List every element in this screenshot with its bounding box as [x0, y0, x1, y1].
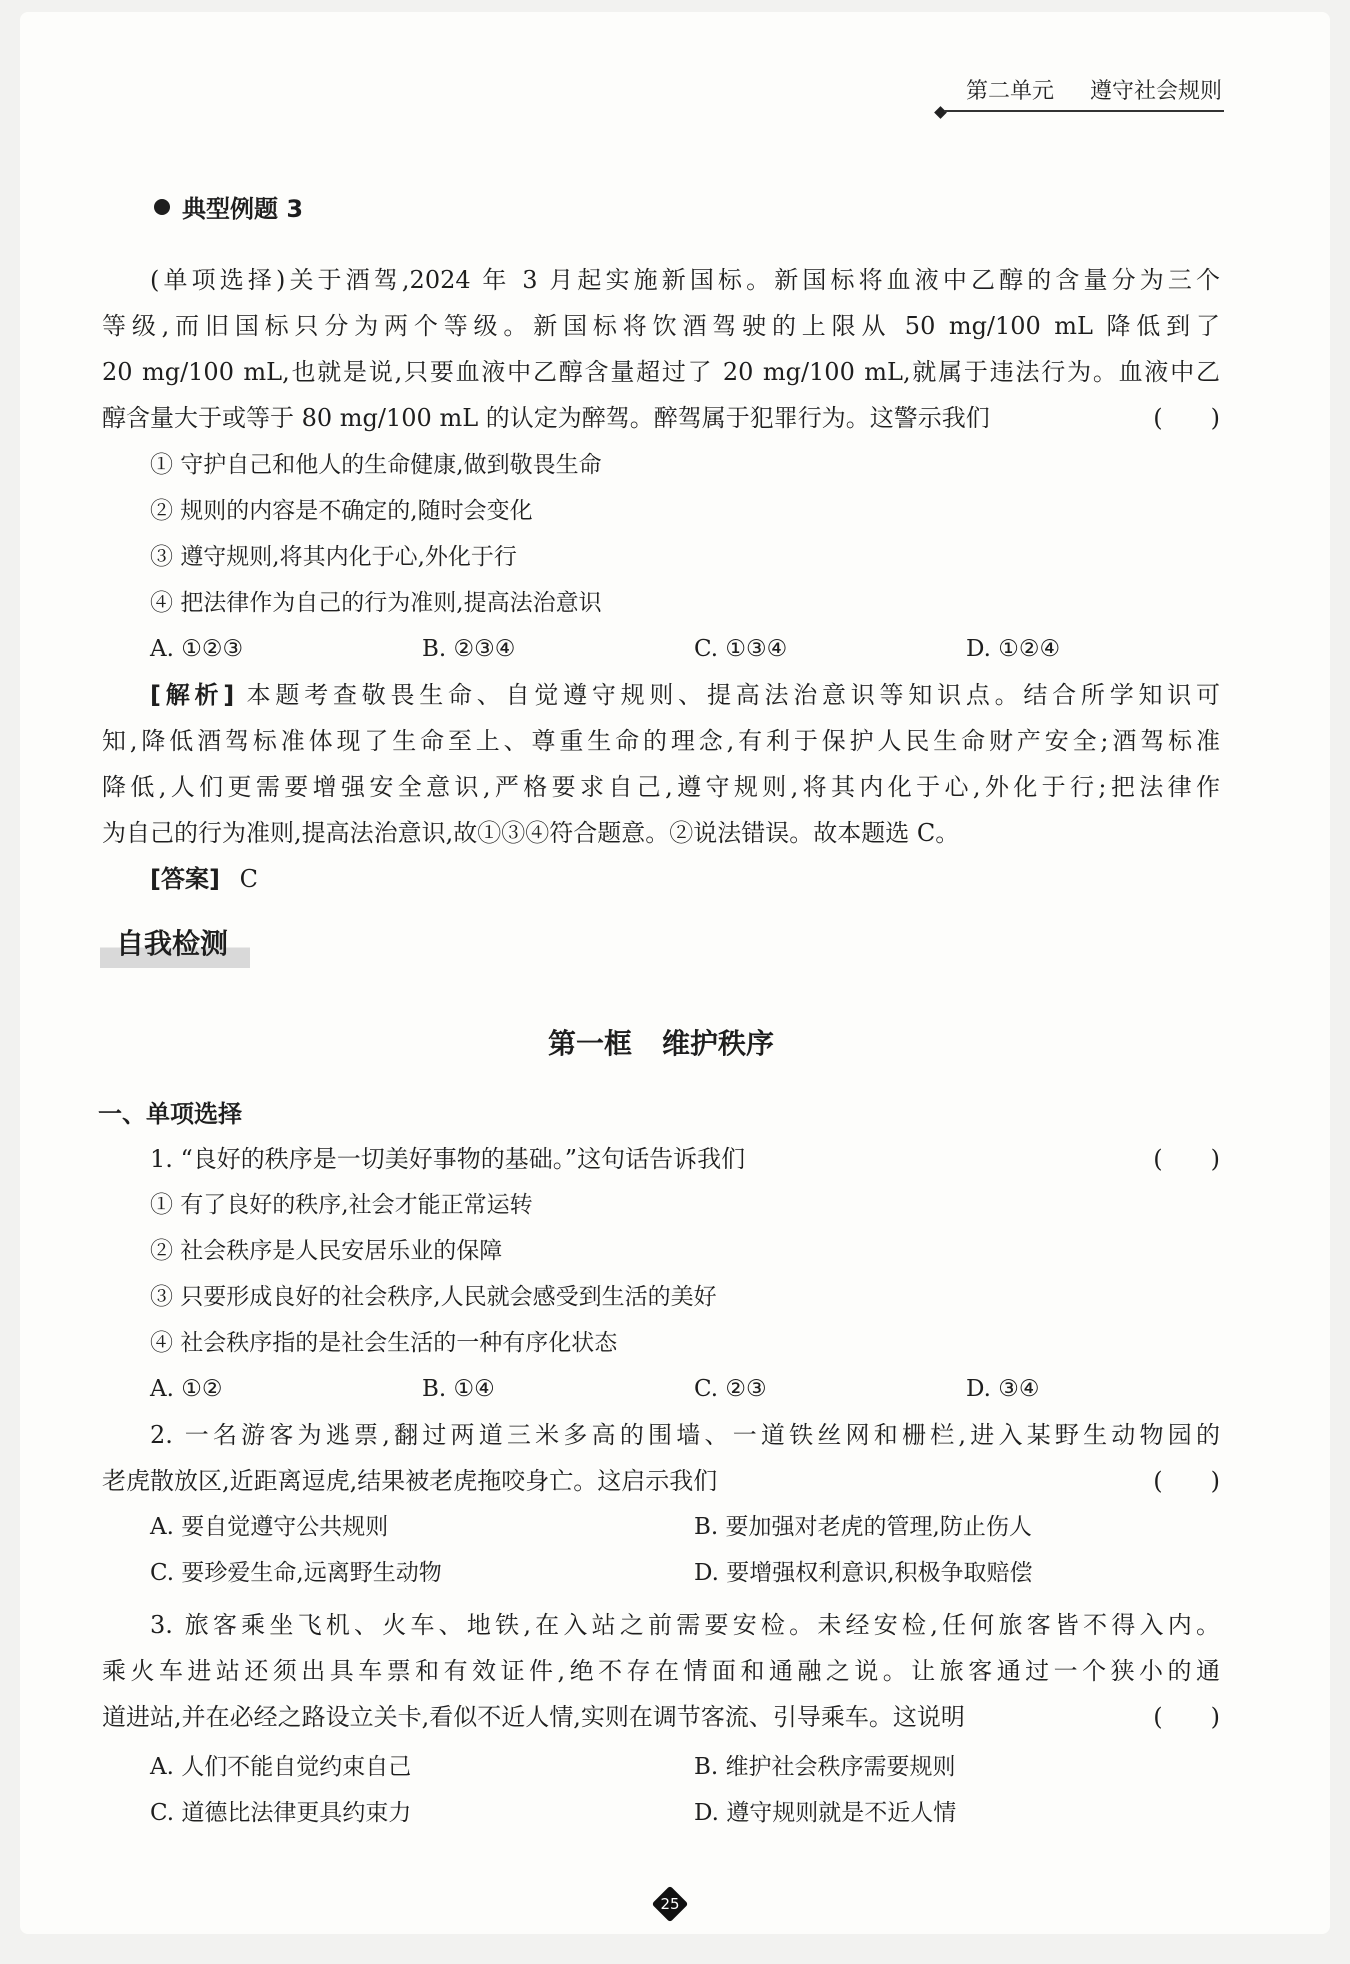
- example-statements: [150, 442, 602, 626]
- choice-d: D. ①②④: [966, 636, 1061, 662]
- answer-value: C: [239, 865, 258, 893]
- answer-bracket: ( ): [1153, 1145, 1220, 1173]
- choice-c: C. ①③④: [694, 636, 788, 662]
- self-check-heading: 自我检测: [100, 922, 250, 968]
- question-1-statements: [150, 1182, 717, 1366]
- statement: ③ 遵守规则,将其内化于心,外化于行: [150, 544, 517, 570]
- analysis-line: 本题考查敬畏生命、自觉遵守规则、提高法治意识等知识点。结合所学知识可: [246, 681, 1221, 709]
- bullet-dot-icon: [154, 199, 170, 215]
- question-stem: 2. 一名游客为逃票,翻过两道三米多高的围墙、一道铁丝网和栅栏,进入某野生动物园的: [150, 1421, 1220, 1449]
- question-1: [102, 1136, 1220, 1182]
- example-stem-line: (单项选择)关于酒驾,2024 年 3 月起实施新国标。新国标将血液中乙醇的含量分为三个: [150, 266, 1220, 294]
- choice-b: B. ②③④: [422, 636, 516, 662]
- choice-c: C. 道德比法律更具约束力: [150, 1800, 412, 1826]
- question-stem: 乘火车进站还须出具车票和有效证件,绝不存在情面和通融之说。让旅客通过一个狭小的通: [102, 1657, 1220, 1685]
- answer-tag: [答案]: [150, 865, 220, 893]
- analysis-line: 降低,人们更需要增强安全意识,严格要求自己,遵守规则,将其内化于心,外化于行;把法律作: [102, 773, 1220, 801]
- header-unit: 第二单元: [965, 79, 1054, 104]
- question-3-choices: [150, 1744, 1210, 1836]
- example-stem-line: 20 mg/100 mL,也就是说,只要血液中乙醇含量超过了 20 mg/100 mL,就属于违法行为。血液中乙: [102, 358, 1220, 386]
- answer-bracket: ( ): [1153, 404, 1220, 432]
- statement: ② 规则的内容是不确定的,随时会变化: [150, 498, 533, 524]
- choice-d: D. 要增强权利意识,积极争取赔偿: [694, 1560, 1033, 1586]
- question-2-choices: [150, 1504, 1210, 1596]
- question-stem: 道进站,并在必经之路设立关卡,看似不近人情,实则在调节客流、引导乘车。这说明: [102, 1703, 965, 1731]
- choice-c: C. 要珍爱生命,远离野生动物: [150, 1560, 442, 1586]
- choice-c: C. ②③: [694, 1376, 767, 1402]
- question-2: [102, 1412, 1220, 1504]
- statement: ① 守护自己和他人的生命健康,做到敬畏生命: [150, 452, 602, 478]
- choice-b: B. 维护社会秩序需要规则: [694, 1754, 956, 1780]
- answer-bracket: ( ): [1153, 1467, 1220, 1495]
- header-title: 遵守社会规则: [1089, 79, 1222, 104]
- choice-b: B. 要加强对老虎的管理,防止伤人: [694, 1514, 1032, 1540]
- example-choices: [150, 626, 1060, 672]
- statement: ① 有了良好的秩序,社会才能正常运转: [150, 1192, 533, 1218]
- analysis-tag: [解析]: [150, 681, 235, 709]
- example-stem-line: 等级,而旧国标只分为两个等级。新国标将饮酒驾驶的上限从 50 mg/100 mL 降低到了: [102, 312, 1220, 340]
- diamond-bullet-icon: [934, 106, 947, 119]
- answer-bracket: ( ): [1153, 1703, 1220, 1731]
- choice-b: B. ①④: [422, 1376, 495, 1402]
- choice-a: A. ①②: [150, 1376, 223, 1402]
- question-1-choices: [150, 1366, 1039, 1412]
- statement: ② 社会秩序是人民安居乐业的保障: [150, 1238, 503, 1264]
- statement: ③ 只要形成良好的社会秩序,人民就会感受到生活的美好: [150, 1284, 717, 1310]
- page: [20, 12, 1330, 1934]
- frame-title: 第一框 维护秩序: [547, 1027, 775, 1060]
- choice-d: D. 遵守规则就是不近人情: [694, 1800, 957, 1826]
- statement: ④ 把法律作为自己的行为准则,提高法治意识: [150, 590, 602, 616]
- choice-d: D. ③④: [966, 1376, 1040, 1402]
- running-header: [966, 74, 1222, 105]
- question-3: [102, 1602, 1220, 1740]
- example-stem: [102, 257, 1220, 441]
- choice-a: A. 要自觉遵守公共规则: [150, 1514, 389, 1540]
- question-stem: 3. 旅客乘坐飞机、火车、地铁,在入站之前需要安检。未经安检,任何旅客皆不得入内。: [150, 1611, 1220, 1639]
- page-number: 25: [660, 1895, 680, 1913]
- choice-a: A. ①②③: [150, 636, 244, 662]
- question-stem: 老虎散放区,近距离逗虎,结果被老虎拖咬身亡。这启示我们: [102, 1467, 718, 1495]
- example-analysis: [102, 672, 1220, 856]
- example-answer: [150, 856, 258, 902]
- choice-a: A. 人们不能自觉约束自己: [150, 1754, 412, 1780]
- statement: ④ 社会秩序指的是社会生活的一种有序化状态: [150, 1330, 618, 1356]
- example-title: 典型例题 3: [154, 189, 303, 224]
- analysis-line: 为自己的行为准则,提高法治意识,故①③④符合题意。②说法错误。故本题选 C。: [102, 819, 960, 847]
- analysis-line: 知,降低酒驾标准体现了生命至上、尊重生命的理念,有利于保护人民生命财产安全;酒驾标准: [102, 727, 1220, 755]
- example-stem-line: 醇含量大于或等于 80 mg/100 mL 的认定为醉驾。醉驾属于犯罪行为。这警示我们 ( ): [102, 395, 1220, 441]
- question-stem: 1. “良好的秩序是一切美好事物的基础。”这句话告诉我们: [150, 1145, 746, 1173]
- page-number-badge: [653, 1887, 687, 1921]
- section-heading: 一、单项选择: [98, 1100, 242, 1128]
